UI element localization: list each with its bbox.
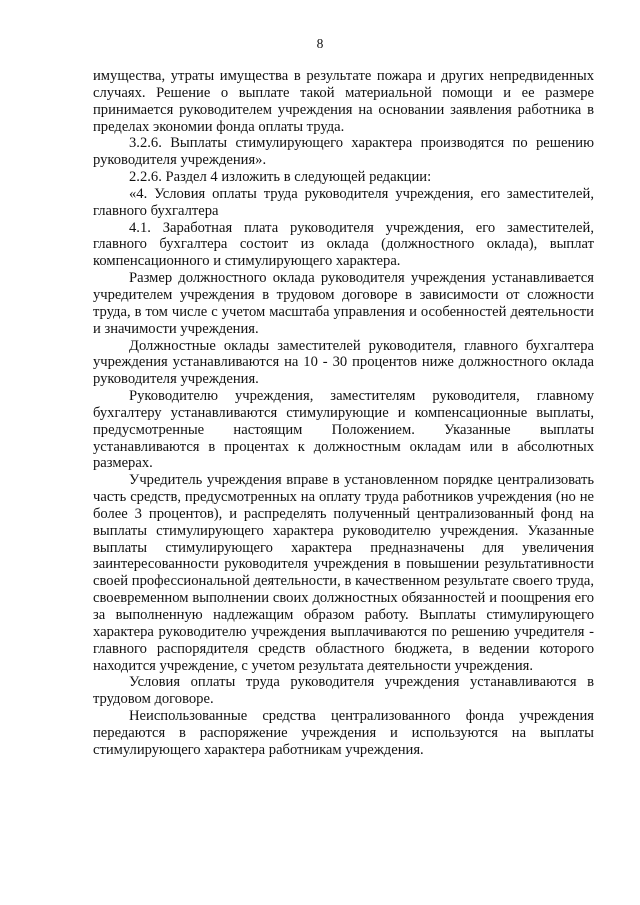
- paragraph-centralized-fund: Учредитель учреждения вправе в установленном порядке централизовать часть средств, предусмотренных на оплату труда работников учреждения (но не более 3 процентов), и распределять полученный централизованный фонд на выплаты стимулирующего характера руководителю учреждения. Указанные выплаты стимулирующего характера предназначены для увеличения заинтересованности руководителя учреждения в повышении результативности своей профессиональной деятельности, в качественном результате своего труда, своевременном выполнении своих должностных обязанностей и поощрения его за выполненную надлежащим образом работу. Выплаты стимулирующего характера руководителю учреждения выплачиваются по решению учредителя - главного распорядителя средств областного бюджета, в ведении которого находится учреждение, с учетом результата деятельности учреждения.: [93, 472, 594, 674]
- paragraph-deputy-salaries: Должностные оклады заместителей руководителя, главного бухгалтера учреждения устанавливаются на 10 - 30 процентов ниже должностного оклада руководителя учреждения.: [93, 337, 594, 388]
- paragraph-2-2-6: 2.2.6. Раздел 4 изложить в следующей редакции:: [129, 169, 432, 186]
- paragraph-4-1: 4.1. Заработная плата руководителя учреждения, его заместителей, главного бухгалтера состоит из оклада (должностного оклада), выплат компенсационного и стимулирующего характера.: [93, 219, 594, 270]
- paragraph-employment-contract: Условия оплаты труда руководителя учреждения устанавливаются в трудовом договоре.: [93, 674, 594, 708]
- paragraph-head-salary: Размер должностного оклада руководителя учреждения устанавливается учредителем учреждения в трудовом договоре в зависимости от сложности труда, в том числе с учетом масштаба управления и особенностей деятельности и значимости учреждения.: [93, 270, 594, 337]
- paragraph-continuation: имущества, утраты имущества в результате пожара и других непредвиденных случаях. Решение о выплате такой материальной помощи и ее размере принимается руководителем учреждения на основании заявления работника в пределах экономии фонда оплаты труда.: [93, 68, 594, 135]
- page-number: 8: [316, 36, 324, 51]
- document-body: [93, 68, 594, 759]
- paragraph-unused-funds: Неиспользованные средства централизованного фонда учреждения передаются в распоряжение учреждения и используются на выплаты стимулирующего характера работникам учреждения.: [93, 708, 594, 758]
- paragraph-3-2-6: 3.2.6. Выплаты стимулирующего характера производятся по решению руководителя учреждения».: [93, 135, 594, 169]
- section-4-heading: «4. Условия оплаты труда руководителя учреждения, его заместителей, главного бухгалтера: [93, 185, 594, 219]
- paragraph-payments: Руководителю учреждения, заместителям руководителя, главному бухгалтеру устанавливаются стимулирующие и компенсационные выплаты, предусмотренные настоящим Положением. Указанные выплаты устанавливаются в процентах к должностным окладам или в абсолютных размерах.: [93, 388, 594, 472]
